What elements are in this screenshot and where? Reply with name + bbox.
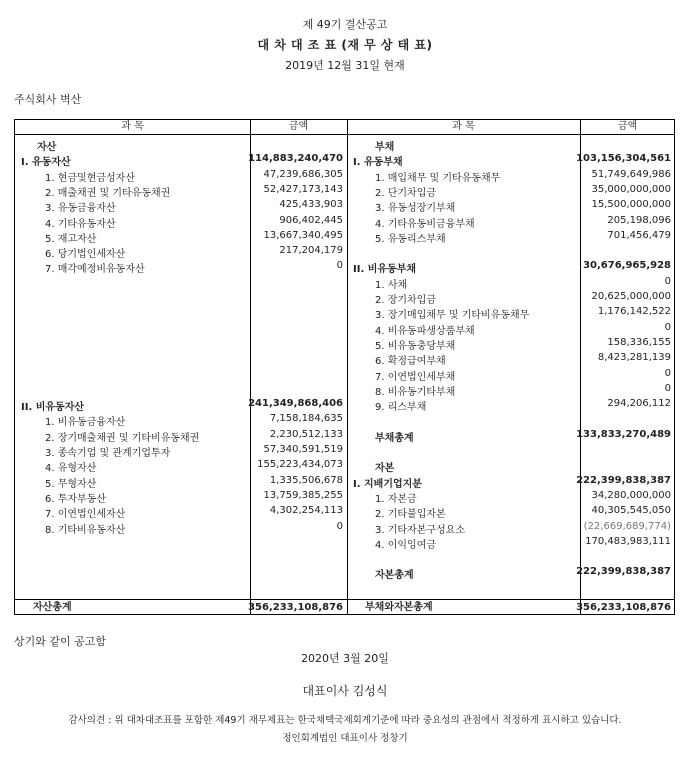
asset-row-amount: 114,883,240,470	[248, 153, 343, 165]
liability-equity-row-amount: 15,500,000,000	[591, 199, 671, 211]
liability-equity-row-amount: 158,336,155	[607, 336, 671, 348]
liability-equity-row-label: 1. 매입채무 및 기타유동채무	[375, 172, 501, 184]
asset-row-amount: 241,349,868,406	[248, 398, 343, 410]
asset-row-amount: 4,302,254,113	[269, 505, 343, 517]
liability-equity-row-label: 2. 기타불입자본	[375, 509, 446, 521]
asset-row-amount: 13,759,385,255	[263, 489, 343, 501]
company-name: 주식회사 벽산	[14, 93, 82, 106]
asset-row-amount: 217,204,179	[279, 245, 343, 257]
liability-equity-row-label: 2. 장기차입금	[375, 295, 437, 306]
asset-row-amount: 0	[336, 520, 343, 532]
liability-equity-row-label: 1. 자본금	[375, 493, 417, 505]
period-title: 제 49기 결산공고	[302, 18, 388, 31]
liability-equity-row-label: 부채총계	[375, 432, 414, 444]
asset-row-amount: 57,340,591,519	[263, 444, 343, 455]
asset-row-label: 5. 재고자산	[45, 233, 97, 245]
liability-equity-row-label: 3. 기타자본구성요소	[375, 524, 465, 536]
asset-row-label: 3. 유동금융자산	[45, 203, 116, 215]
asset-row-label: 4. 유형자산	[45, 463, 97, 475]
liability-equity-row-amount: 170,483,983,111	[585, 535, 671, 547]
asset-row-label: 자산	[37, 142, 57, 153]
liability-equity-row-amount: 103,156,304,561	[576, 153, 671, 165]
center-divider	[347, 120, 348, 614]
liability-equity-row-label: 7. 이연법인세부채	[375, 371, 456, 383]
total-divider	[15, 599, 674, 600]
liability-equity-row-amount: 133,833,270,489	[576, 428, 671, 440]
left-subject-header: 과 목	[121, 121, 144, 132]
right-amount-header: 금액	[617, 121, 638, 132]
asset-row-label: 2. 매출채권 및 기타유동채권	[45, 187, 171, 199]
asset-row-label: 6. 당기법인세자산	[45, 249, 126, 261]
asset-row-label: 7. 매각예정비유동자산	[45, 264, 145, 276]
liability-equity-row-amount: 294,206,112	[607, 398, 671, 410]
asset-row-amount: 7,158,184,635	[269, 413, 343, 425]
liability-equity-row-amount: 35,000,000,000	[591, 183, 671, 195]
liability-equity-row-label: 5. 유동리스부채	[375, 233, 446, 245]
right-subject-header: 과 목	[452, 121, 475, 132]
document-title: 대 차 대 조 표 (재 무 상 태 표)	[257, 38, 433, 52]
liability-equity-row-label: 자본	[375, 463, 395, 475]
liability-equity-row-amount: 51,749,649,986	[591, 168, 671, 180]
header-divider	[15, 134, 674, 135]
liability-equity-row-amount: 0	[664, 367, 671, 379]
asset-row-label: 5. 무형자산	[45, 478, 97, 490]
liability-equity-row-label: 2. 단기차입금	[375, 187, 437, 199]
asset-row-amount: 425,433,903	[279, 199, 343, 211]
audit-opinion: 감사의견 : 위 대차대조표를 포함한 제49기 재무제표는 한국채택국제회계기준에 따라 중요성의 관점에서 적정하게 표시하고 있습니다.	[68, 715, 622, 726]
liability-equity-row-amount: 222,399,838,387	[576, 566, 671, 578]
asset-row-amount: 0	[336, 260, 343, 272]
liability-equity-row-label: 자본총계	[375, 570, 414, 582]
asset-row-amount: 52,427,173,143	[263, 183, 343, 195]
liability-equity-row-amount: 0	[664, 321, 671, 333]
liability-equity-row-amount: 40,305,545,050	[591, 505, 671, 517]
total-assets-amount: 356,233,108,876	[248, 602, 343, 613]
announcement-date: 2020년 3월 20일	[301, 652, 389, 665]
asset-row-label: 4. 기타유동자산	[45, 218, 116, 230]
liability-equity-row-amount: 0	[664, 382, 671, 394]
as-of-date: 2019년 12월 31일 현재	[285, 59, 405, 72]
asset-row-label: 2. 장기매출채권 및 기타비유동채권	[45, 432, 200, 444]
liability-equity-row-amount: 701,456,479	[607, 229, 671, 241]
asset-row-amount: 155,223,434,073	[257, 459, 343, 471]
liability-equity-row-label: 8. 비유동기타부채	[375, 386, 456, 398]
liability-equity-row-amount: 205,198,096	[607, 214, 671, 226]
liability-equity-row-amount: 20,625,000,000	[591, 291, 671, 302]
asset-row-label: 3. 종속기업 및 관계기업투자	[45, 448, 171, 459]
asset-row-label: 1. 비유동금융자산	[45, 417, 126, 429]
liability-equity-row-amount: 222,399,838,387	[576, 474, 671, 486]
total-liabilities-equity-label: 부채와자본총계	[365, 602, 433, 613]
liability-equity-row-label: 3. 유동성장기부채	[375, 203, 456, 215]
liability-equity-row-amount: 1,176,142,522	[597, 306, 671, 318]
asset-row-amount: 906,402,445	[279, 214, 343, 226]
total-assets-label: 자산총계	[33, 602, 72, 613]
asset-row-amount: 2,230,512,133	[269, 428, 343, 440]
liability-equity-row-label: 부채	[375, 142, 395, 153]
liability-equity-row-amount: (22,669,689,774)	[583, 520, 671, 532]
asset-row-label: 6. 투자부동산	[45, 493, 107, 505]
liability-equity-row-label: I. 유동부채	[353, 157, 403, 169]
asset-row-label: 7. 이연법인세자산	[45, 509, 126, 521]
ceo-name: 대표이사 김성식	[302, 684, 388, 698]
liability-equity-row-amount: 34,280,000,000	[591, 489, 671, 501]
liability-equity-row-label: 4. 비유동파생상품부채	[375, 325, 475, 337]
liability-equity-row-label: I. 지배기업지분	[353, 478, 422, 490]
asset-row-label: I. 유동자산	[21, 157, 71, 169]
liability-equity-row-amount: 8,423,281,139	[597, 352, 671, 364]
liability-equity-row-label: 4. 기타유동비금융부채	[375, 218, 475, 230]
total-liabilities-equity-amount: 356,233,108,876	[576, 602, 671, 613]
asset-row-amount: 47,239,686,305	[263, 168, 343, 180]
liability-equity-row-label: 4. 이익잉여금	[375, 539, 437, 551]
liability-equity-row-amount: 30,676,965,928	[583, 260, 671, 272]
liability-equity-row-label: 6. 확정급여부채	[375, 356, 446, 368]
asset-row-amount: 13,667,340,495	[263, 229, 343, 241]
asset-row-label: 1. 현금및현금성자산	[45, 172, 135, 184]
liability-equity-row-label: II. 비유동부채	[353, 264, 417, 276]
left-amount-header: 금액	[288, 121, 309, 132]
announcement-note: 상기와 같이 공고함	[14, 635, 107, 648]
asset-row-label: 8. 기타비유동자산	[45, 524, 126, 536]
asset-row-amount: 1,335,506,678	[269, 474, 343, 486]
liability-equity-row-amount: 0	[664, 275, 671, 287]
liability-equity-row-label: 1. 사채	[375, 279, 408, 291]
balance-sheet-table	[14, 119, 675, 615]
liability-equity-row-label: 9. 리스부채	[375, 402, 427, 414]
auditor-name: 정인회계법인 대표이사 정창기	[282, 733, 408, 744]
asset-row-label: II. 비유동자산	[21, 402, 85, 414]
liability-equity-row-label: 3. 장기매입채무 및 기타비유동채무	[375, 310, 530, 322]
liability-equity-row-label: 5. 비유동충당부채	[375, 340, 456, 352]
